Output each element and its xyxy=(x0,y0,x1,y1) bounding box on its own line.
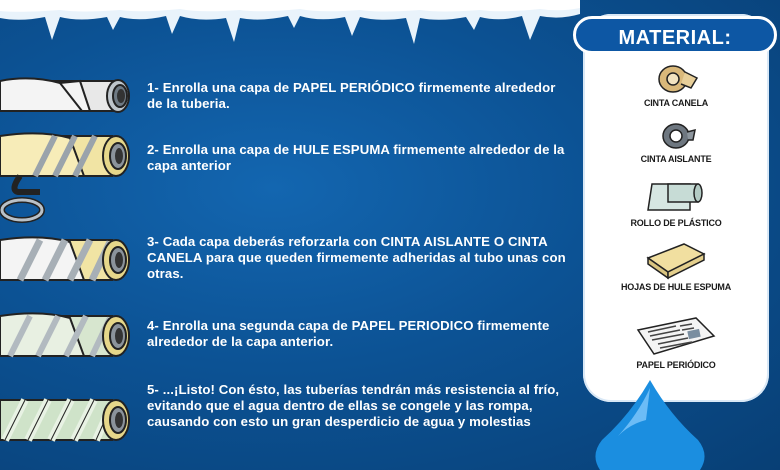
step-5-text: 5- ...¡Listo! Con ésto, las tuberías tendrán más resistencia al frío, evitando que el agua dentro de ellas se congele y las rompa, causando con esto un gran desperdicio de agua y molestias xyxy=(147,382,560,429)
pipe-foam-icon xyxy=(0,130,135,225)
step-4 xyxy=(0,308,560,368)
step-3-text: 3- Cada capa deberás reforzarla con CINTA AISLANTE O CINTA CANELA para que queden firmemente adheridas al tubo unas con otras. xyxy=(147,234,566,281)
newspaper-icon xyxy=(636,314,716,358)
electrical-tape-icon xyxy=(651,120,701,152)
pipe-taped-icon xyxy=(0,234,135,286)
tape-roll-icon xyxy=(651,62,701,96)
material-label: CINTA AISLANTE xyxy=(640,154,712,164)
water-drop-icon xyxy=(590,380,710,470)
material-label: CINTA CANELA xyxy=(643,98,709,108)
step-2 xyxy=(0,130,565,225)
material-label: PAPEL PERIÓDICO xyxy=(636,360,716,370)
material-item-cinta-canela xyxy=(583,62,769,108)
step-4-text: 4- Enrolla una segunda capa de PAPEL PERIODICO firmemente alrededor de la capa anterior. xyxy=(147,318,550,349)
step-1 xyxy=(0,68,560,128)
pipe-second-layer-icon xyxy=(0,310,135,362)
foam-sheet-icon xyxy=(644,240,708,280)
material-item-papel-periodico xyxy=(583,314,769,370)
step-2-text: 2- Enrolla una capa de HULE ESPUMA firmemente alrededor de la capa anterior xyxy=(147,142,565,173)
step-1-text: 1- Enrolla una capa de PAPEL PERIÓDICO firmemente alrededor de la tuberia. xyxy=(147,80,556,111)
material-item-cinta-aislante xyxy=(583,120,769,164)
material-item-rollo-plastico xyxy=(583,178,769,228)
pipe-finished-icon xyxy=(0,394,135,446)
pipe-newspaper-icon xyxy=(0,73,135,121)
material-item-hule-espuma xyxy=(583,240,769,292)
material-label: HOJAS DE HULE ESPUMA xyxy=(620,282,732,292)
plastic-roll-icon xyxy=(646,178,706,216)
step-3 xyxy=(0,228,566,290)
step-5 xyxy=(0,378,560,468)
material-title: MATERIAL: xyxy=(573,16,777,54)
material-label: ROLLO DE PLÁSTICO xyxy=(630,218,722,228)
